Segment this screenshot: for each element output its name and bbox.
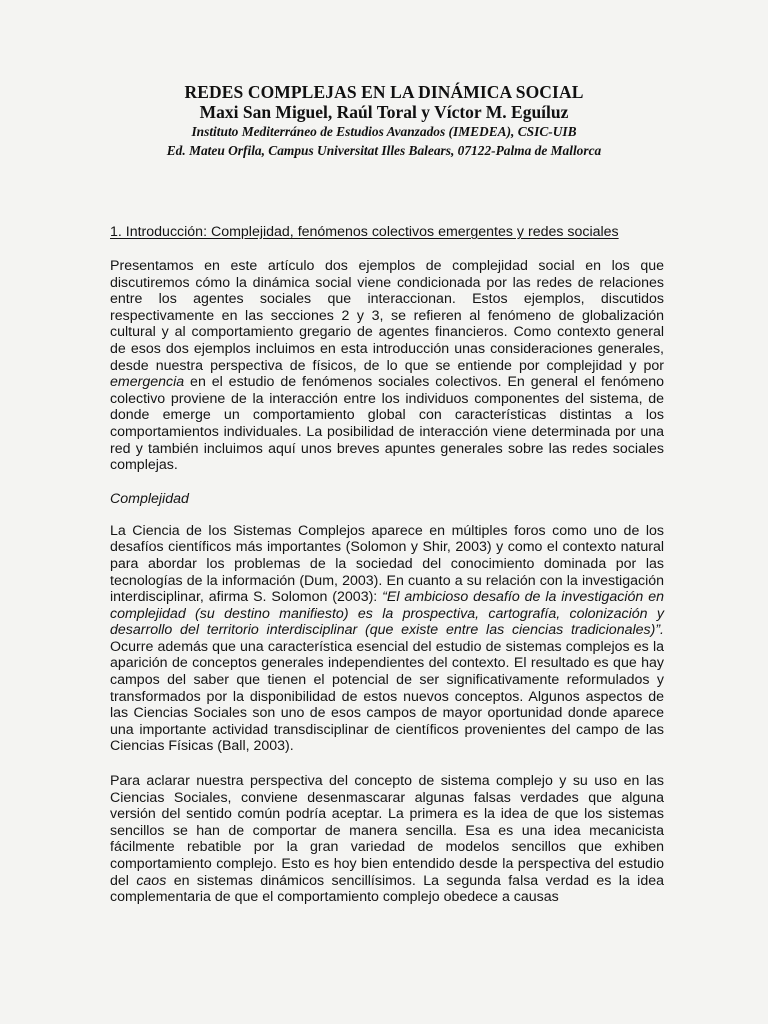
emphasis-term: caos [136,872,167,889]
emphasis-term: emergencia [110,374,185,391]
paragraph-text: en el estudio de fenómenos sociales colectivos. En general el fenómeno colectivo proviene de la interacción entre los individuos componentes del sistema, de donde emerge un comportamiento global con características distintas a los comportamientos individuales. La posibilidad de interacción viene determinada por una red y también incluimos aquí unos breves apuntes generales sobre las redes sociales complejas. [110,374,664,474]
paper-title: REDES COMPLEJAS EN LA DINÁMICA SOCIAL [184,82,584,102]
paragraph-text: Ocurre además que una característica esencial del estudio de sistemas complejos es la aparición de conceptos generales independientes del contexto. El resultado es que hay campos del saber que tienen el potencial de ser significativamente reformulados y transformados por la disponibilidad de estos nuevos conceptos. Algunos aspectos de las Ciencias Sociales son uno de esos campos de mayor oportunidad donde aparece una importante actividad transdisciplinar de científicos provenientes del campo de las Ciencias Físicas (Ball, 2003). [110,638,664,755]
paper-body [110,222,664,906]
paragraph-introduction [110,258,664,474]
institute-address: Ed. Mateu Orfila, Campus Universitat Illes Balears, 07122-Palma de Mallorca [166,143,602,158]
paragraph-text: Para aclarar nuestra perspectiva del concepto de sistema complejo y su uso en las Ciencias Sociales, conviene desenmascarar algunas falsas verdades que alguna versión del sentido común podría aceptar. La primera es la idea de que los sistemas sencillos se han de comportar de manera sencilla. Esa es una idea mecanicista fácilmente rebatible por la gran variedad de modelos sencillos que exhiben comportamiento complejo. Esto es hoy bien entendido desde la perspectiva del estudio del [110,773,664,889]
quotation: “El ambicioso desafío de la investigación en complejidad (su destino manifiesto) es la prospectiva, cartografía, colonización y desarrollo del territorio interdisciplinar (que existe entre las ciencias tradicionales)”. [110,589,664,639]
institute-affiliation: Instituto Mediterráneo de Estudios Avanzados (IMEDEA), CSIC-UIB [191,124,577,139]
paragraph-complejidad [110,523,664,755]
paragraph-text: en sistemas dinámicos sencillísimos. La segunda falsa verdad es la idea complementaria de que el comportamiento complejo obedece a causas [110,872,664,906]
paper-authors: Maxi San Miguel, Raúl Toral y Víctor M. Eguíluz [199,102,569,122]
paper-header [0,82,768,160]
section-heading: 1. Introducción: Complejidad, fenómenos colectivos emergentes y redes sociales [110,224,619,240]
subsection-heading: Complejidad [110,490,189,507]
paragraph-text: Presentamos en este artículo dos ejemplos de complejidad social en los que discutiremos cómo la dinámica social viene condicionada por las redes de relaciones entre los agentes sociales que interaccionan. Estos ejemplos, discutidos respectivamente en las secciones 2 y 3, se refieren al fenómeno de globalización cultural y al comportamiento gregario de agentes financieros. Como contexto general de esos dos ejemplos incluimos en esta introducción unas consideraciones generales, desde nuestra perspectiva de físicos, de lo que se entiende por complejidad y por [110,258,664,374]
paragraph-text: La Ciencia de los Sistemas Complejos aparece en múltiples foros como uno de los desafíos científicos más importantes (Solomon y Shir, 2003) y como el contexto natural para abordar los problemas de la sociedad del conocimiento dominada por las tecnologías de la información (Dum, 2003). En cuanto a su relación con la investigación interdisciplinar, afirma S. Solomon (2003): [110,522,664,606]
paragraph-perspectiva [110,773,664,906]
